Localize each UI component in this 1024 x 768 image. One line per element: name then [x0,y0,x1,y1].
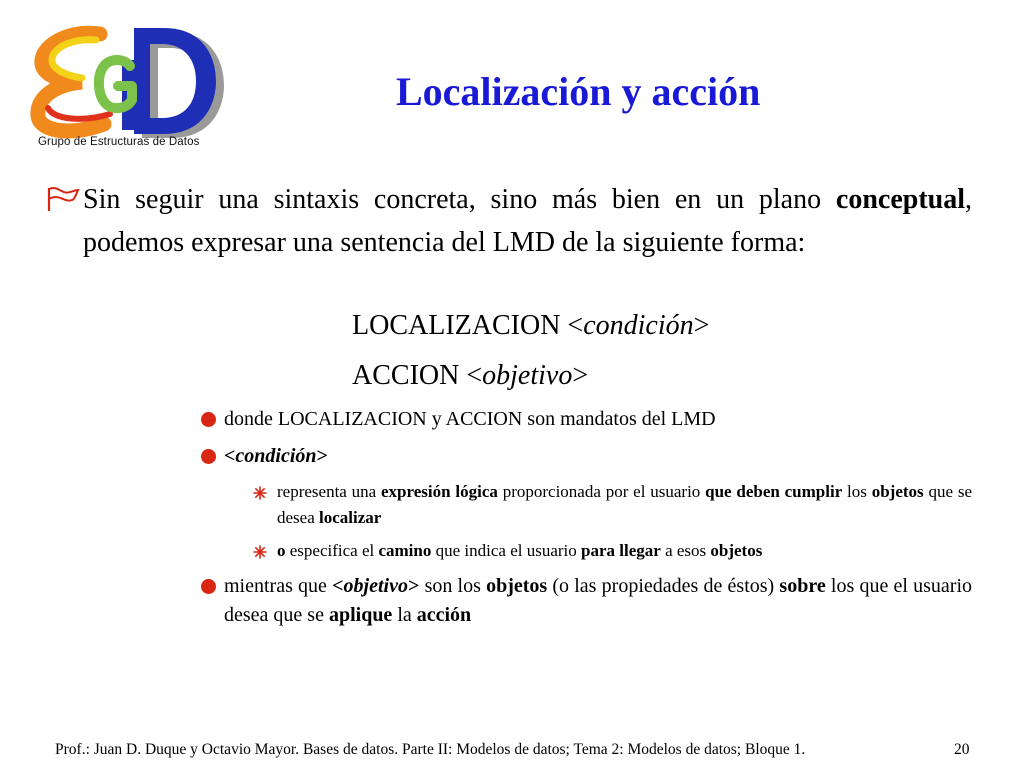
bullet-condicion [201,442,972,471]
bullet-dot [201,579,216,594]
formula-keyword: LOCALIZACION [352,310,561,341]
gt-sign: > [407,575,420,597]
text: son los [419,575,487,597]
sub-bullet-representa [253,479,972,531]
bullet-donde [201,405,972,434]
lt-sign: < [466,360,483,391]
flag-icon [46,186,80,212]
text: (o las propiedades de éstos) [547,575,780,597]
text: que indica el usuario [431,541,582,560]
lt-sign: < [567,310,584,341]
bold-text: que deben cumplir [705,482,843,501]
bold-text: objetos [486,575,548,597]
text: a esos [660,541,711,560]
main-bullet-text [83,178,972,264]
gt-sign: > [316,445,328,467]
group-logo [30,20,230,155]
sub-bullet-text [277,479,972,531]
page-number: 20 [954,741,970,758]
formula-localizacion [352,310,709,342]
bullet-dot [201,449,216,464]
text: que se desea [277,482,972,527]
text: la [392,604,417,626]
bold-text: para llegar [581,541,661,560]
logo-swirl-yellow [52,40,96,78]
bold-text: objetos [871,482,924,501]
logo-swirl-red [48,108,110,119]
gt-sign: > [693,310,710,341]
text: los que el usuario desea que se [224,575,973,626]
gt-sign: > [572,360,589,391]
bold-text: acción [416,604,472,626]
bold-text: expresión lógica [381,482,498,501]
bullet-text [224,572,972,630]
sub-bullet-especifica [253,538,972,564]
logo-caption: Grupo de Estructuras de Datos [38,136,200,148]
lt-sign: < [332,575,344,597]
text: los [842,482,872,501]
intro-text-1: Sin seguir una sintaxis concreta, sino más bien en un plano [83,184,836,215]
bold-text: sobre [779,575,826,597]
formula-arg: objetivo [482,360,573,391]
bold-text: camino [378,541,432,560]
footer-text: Prof.: Juan D. Duque y Octavio Mayor. Bases de datos. Parte II: Modelos de datos; Tema 2: Modelos de datos; Bloque 1. [55,741,806,758]
formula-arg: condición [583,310,694,341]
text: mientras que [224,575,333,597]
lt-sign: < [224,445,236,467]
bold-text: aplique [328,604,393,626]
text: proporcionada por el usuario [497,482,706,501]
formula-accion [352,360,588,392]
text: representa una [277,482,382,501]
bullet-dot [201,412,216,427]
bold-text: o [277,541,286,560]
text: especifica el [285,541,379,560]
condition-arg: condición [235,445,317,467]
bold-text: objetos [710,541,763,560]
sub-bullet-text [277,538,972,564]
intro-bold: conceptual [835,184,965,215]
bullet-text [224,442,972,471]
logo-letter-g [99,60,132,108]
bold-text: localizar [319,508,382,527]
objective-arg: objetivo [343,575,408,597]
main-bullet [46,178,972,264]
bullet-objetivo [201,572,972,630]
bullet-text: donde LOCALIZACION y ACCION son mandatos del LMD [224,408,716,430]
asterisk-icon [253,545,267,559]
slide-title: Localización y acción [396,69,761,114]
intro-text-2: , podemos expresar una sentencia del LMD de la siguiente forma: [83,184,972,258]
asterisk-icon [253,486,267,500]
formula-keyword: ACCION [352,360,460,391]
